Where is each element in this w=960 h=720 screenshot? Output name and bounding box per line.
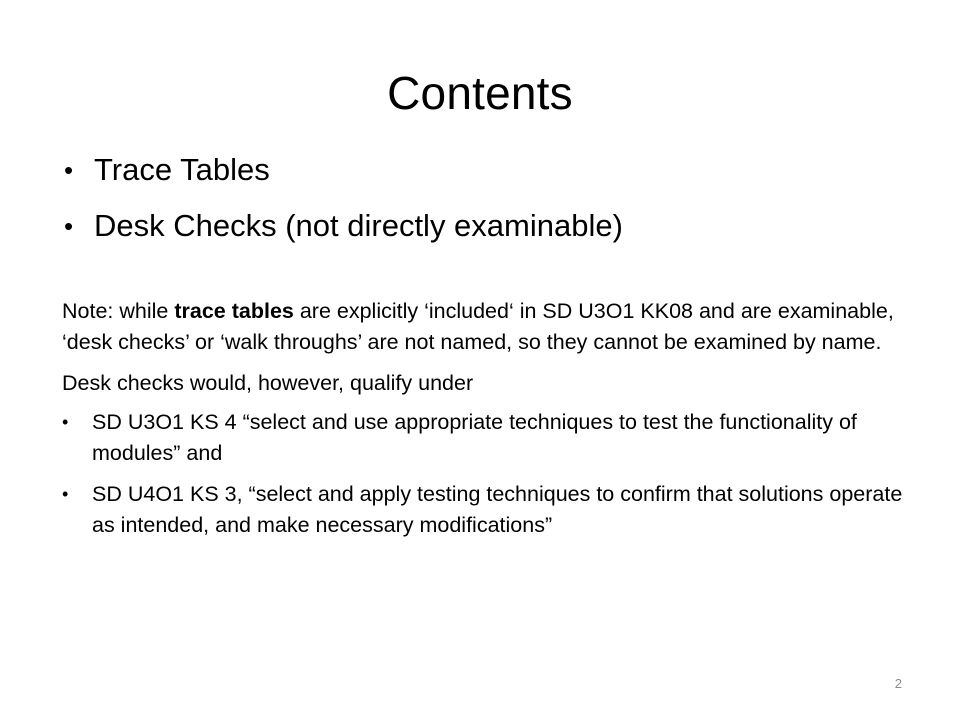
- sub-bullet-item-u3o1: [62, 407, 914, 469]
- lead-paragraph: Desk checks would, however, qualify under: [62, 371, 474, 395]
- bullet-item-desk-checks: [64, 204, 914, 248]
- sub-bullet-item-u4o1: [62, 479, 914, 541]
- bullet-text: Desk Checks (not directly examinable): [94, 208, 623, 243]
- slide-body: [62, 296, 914, 551]
- bullet-item-trace-tables: [64, 148, 914, 192]
- sub-bullet-list: [62, 407, 914, 541]
- note-bold-term: trace tables: [174, 299, 294, 323]
- main-bullet-list: [64, 148, 914, 260]
- note-paragraph: [62, 296, 914, 358]
- bullet-text: Trace Tables: [94, 152, 270, 187]
- bullet-icon: •: [64, 211, 74, 241]
- sub-bullet-text: SD U3O1 KS 4 “select and use appropriate techniques to test the functionality of modules” and: [92, 410, 857, 465]
- slide-title: Contents: [387, 67, 573, 119]
- sub-bullet-text: SD U4O1 KS 3, “select and apply testing techniques to confirm that solutions operate as intended, and make necessary modifications”: [92, 482, 903, 537]
- bullet-icon: •: [64, 155, 74, 185]
- page-number: 2: [894, 676, 902, 691]
- bullet-icon: •: [62, 484, 69, 504]
- note-suffix: are explicitly ‘included‘ in SD U3O1 KK08 and are examinable, ‘desk checks’ or ‘walk throughs’ are not named, so they cannot be examined by name.: [62, 299, 894, 354]
- bullet-icon: •: [62, 412, 69, 432]
- note-prefix: Note: while: [62, 299, 175, 323]
